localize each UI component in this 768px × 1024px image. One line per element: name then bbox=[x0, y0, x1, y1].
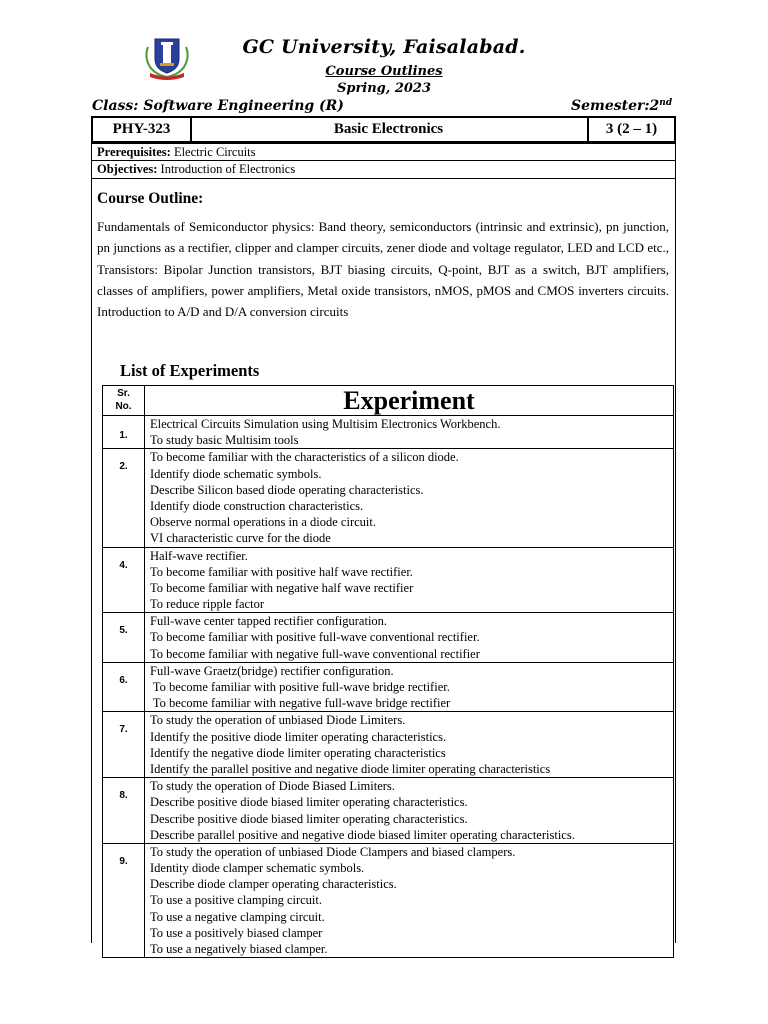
experiment-line: To study the operation of Diode Biased Limiters. bbox=[150, 779, 395, 794]
table-row bbox=[103, 547, 674, 613]
course-outline-heading: Course Outline: bbox=[97, 190, 204, 207]
experiment-line: Identify diode schematic symbols. bbox=[150, 466, 322, 481]
experiment-line: To become familiar with positive half wave rectifier. bbox=[150, 564, 413, 579]
experiment-line: To become familiar with the characteristics of a silicon diode. bbox=[150, 450, 459, 465]
experiment-line: Half-wave rectifier. bbox=[150, 548, 248, 563]
sr-number-text: 6. bbox=[119, 674, 128, 686]
sr-header-line1: Sr. bbox=[117, 388, 130, 399]
experiment-line: Full-wave Graetz(bridge) rectifier configuration. bbox=[150, 663, 394, 678]
term-label: Spring, 2023 bbox=[336, 81, 432, 96]
table-row bbox=[103, 778, 674, 844]
course-outline-text: Fundamentals of Semiconductor physics: Band theory, semiconductors (intrinsic and extrinsic), pn junction, pn junctions as a rectifier, clipper and clamper circuits, zener diode and voltage regulator, LED and LCD etc., Transistors: Bipolar Junction transistors, BJT biasing circuits, Q-point, BJT as a switch, BJT amplifiers, classes of amplifiers, power amplifiers, Metal oxide transistors, nMOS, pMOS and CMOS inverters circuits. Introduction to A/D and D/A conversion circuits bbox=[97, 219, 669, 320]
table-row bbox=[103, 449, 674, 547]
experiments-table bbox=[102, 385, 674, 958]
experiment-line: Describe positive diode biased limiter operating characteristics. bbox=[150, 795, 468, 810]
experiment-line: Full-wave center tapped rectifier configuration. bbox=[150, 614, 388, 629]
experiment-line: Electrical Circuits Simulation using Multisim Electronics Workbench. bbox=[150, 417, 501, 431]
experiment-line: Identify diode construction characteristics. bbox=[150, 498, 364, 513]
experiment-description bbox=[145, 712, 674, 778]
objectives-value: Introduction of Electronics bbox=[160, 162, 296, 176]
experiment-line: To become familiar with negative full-wave conventional rectifier bbox=[150, 646, 480, 661]
sr-number bbox=[103, 547, 145, 613]
experiment-description bbox=[145, 416, 674, 449]
experiment-description bbox=[145, 449, 674, 547]
experiment-description bbox=[145, 662, 674, 712]
experiment-line: Describe Silicon based diode operating characteristics. bbox=[150, 482, 424, 497]
experiment-description bbox=[145, 843, 674, 957]
experiments-table-body bbox=[103, 386, 674, 958]
table-row bbox=[103, 416, 674, 449]
class-label: Class: Software Engineering (R) bbox=[92, 98, 344, 114]
experiment-line: VI characteristic curve for the diode bbox=[150, 531, 331, 546]
table-header-row bbox=[103, 386, 674, 416]
sr-number bbox=[103, 712, 145, 778]
sr-number bbox=[103, 416, 145, 449]
experiment-line: To use a positively biased clamper bbox=[150, 925, 323, 940]
document-subtitle: Course Outlines bbox=[325, 64, 443, 79]
semester-text: Semester:2 bbox=[571, 98, 660, 114]
course-credits: 3 (2 – 1) bbox=[587, 118, 674, 141]
objectives-row bbox=[91, 160, 676, 179]
semester-suffix: nd bbox=[659, 98, 673, 108]
sr-number-text: 2. bbox=[119, 461, 128, 473]
sr-number-text: 8. bbox=[119, 790, 128, 802]
sr-number bbox=[103, 843, 145, 957]
course-title: Basic Electronics bbox=[333, 121, 444, 137]
experiment-description bbox=[145, 547, 674, 613]
sr-no-header bbox=[103, 386, 145, 416]
experiment-line: Identify the positive diode limiter operating characteristics. bbox=[150, 729, 447, 744]
semester-label bbox=[571, 98, 672, 114]
sr-number-text: 1. bbox=[119, 430, 128, 441]
experiment-line: To become familiar with positive full-wave conventional rectifier. bbox=[150, 630, 480, 645]
sr-number bbox=[103, 613, 145, 663]
experiment-description bbox=[145, 778, 674, 844]
experiment-line: Describe parallel positive and negative diode biased limiter operating characteristics. bbox=[150, 827, 575, 842]
experiment-line: To use a negative clamping circuit. bbox=[150, 909, 325, 924]
experiment-header: Experiment bbox=[145, 386, 674, 416]
university-title: GC University, Faisalabad. bbox=[242, 36, 526, 58]
prerequisites-row bbox=[91, 143, 676, 161]
table-row bbox=[103, 712, 674, 778]
sr-number-text: 7. bbox=[119, 724, 128, 736]
experiment-line: Observe normal operations in a diode circuit. bbox=[150, 515, 376, 530]
course-code: PHY-323 bbox=[93, 118, 192, 141]
experiment-line: To use a negatively biased clamper. bbox=[150, 942, 328, 956]
experiment-line: To reduce ripple factor bbox=[150, 597, 264, 612]
sr-number-text: 4. bbox=[119, 559, 128, 571]
experiment-line: Identity diode clamper schematic symbols. bbox=[150, 861, 365, 876]
experiment-line: To study basic Multisim tools bbox=[150, 433, 299, 448]
experiment-line: To become familiar with negative full-wave bridge rectifier bbox=[150, 696, 451, 711]
experiment-line: Describe diode clamper operating characteristics. bbox=[150, 877, 397, 892]
sr-number bbox=[103, 778, 145, 844]
experiment-line: To study the operation of unbiased Diode Clampers and biased clampers. bbox=[150, 844, 516, 859]
table-row bbox=[103, 613, 674, 663]
experiment-line: To become familiar with positive full-wave bridge rectifier. bbox=[150, 680, 450, 694]
course-header-row bbox=[91, 116, 676, 143]
experiment-line: To study the operation of unbiased Diode Limiters. bbox=[150, 713, 406, 728]
experiment-line: Identify the negative diode limiter operating characteristics bbox=[150, 745, 446, 760]
table-row bbox=[103, 843, 674, 957]
experiment-line: To become familiar with negative half wave rectifier bbox=[150, 580, 414, 595]
sr-number bbox=[103, 662, 145, 712]
experiments-heading: List of Experiments bbox=[120, 361, 260, 380]
experiment-line: Identify the parallel positive and negative diode limiter operating characteristics bbox=[150, 761, 551, 776]
sr-number-text: 5. bbox=[119, 625, 128, 637]
experiment-line: Describe positive diode biased limiter operating characteristics. bbox=[150, 811, 468, 826]
sr-number bbox=[103, 449, 145, 547]
prerequisites-value: Electric Circuits bbox=[173, 145, 256, 159]
experiment-line: To use a positive clamping circuit. bbox=[150, 893, 322, 908]
table-row bbox=[103, 662, 674, 712]
experiment-description bbox=[145, 613, 674, 663]
prerequisites-label: Prerequisites: bbox=[97, 145, 171, 159]
sr-number-text: 9. bbox=[119, 855, 128, 867]
objectives-label: Objectives: bbox=[97, 162, 158, 176]
sr-header-line2: No. bbox=[115, 401, 132, 412]
